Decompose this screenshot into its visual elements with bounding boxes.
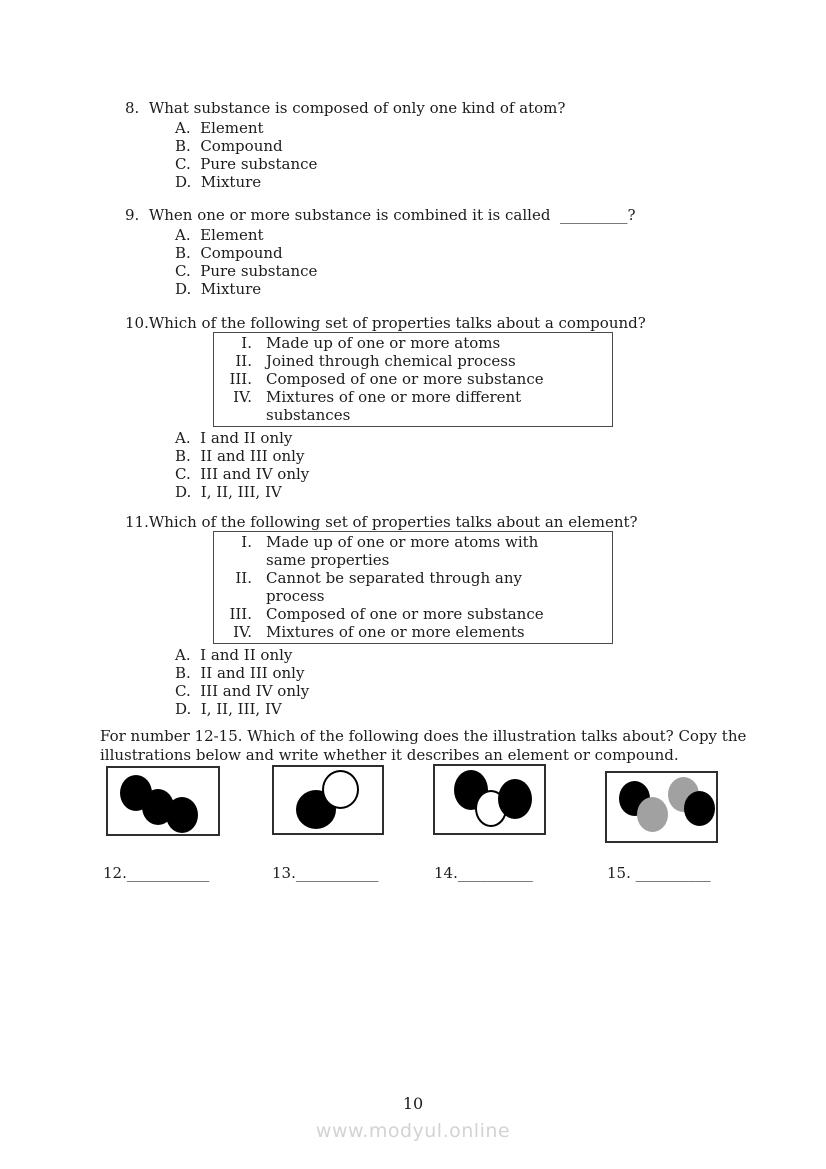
question-10-option-d: D. I, II, III, IV: [175, 483, 282, 501]
list-item-text: Joined through chemical process: [266, 352, 516, 370]
question-9-option-c: C. Pure substance: [175, 262, 318, 280]
list-item: [218, 623, 608, 641]
answer-blanks-row: [0, 864, 826, 884]
list-item: [218, 334, 608, 352]
list-item: [218, 569, 608, 605]
question-8-option-d: D. Mixture: [175, 173, 262, 191]
answer-blank-13: 13.___________: [272, 864, 379, 882]
question-10-text: 10.Which of the following set of properties talks about a compound?: [125, 314, 646, 332]
list-item-numeral: III.: [229, 370, 252, 388]
question-10-properties-box: [213, 332, 613, 427]
question-10-option-c: C. III and IV only: [175, 465, 310, 483]
question-10-option-b: B. II and III only: [175, 447, 305, 465]
list-item-text: Made up of one or more atoms with same properties: [266, 533, 539, 569]
list-item: [218, 605, 608, 623]
question-8-option-a: A. Element: [175, 119, 264, 137]
answer-blank-14: 14.__________: [434, 864, 533, 882]
question-8-option-b: B. Compound: [175, 137, 283, 155]
gray-atom-circle: [637, 797, 668, 832]
illustration-instruction: For number 12-15. Which of the following does the illustration talks about? Copy the illustrations below and write whether it describes an element or compound.: [100, 727, 752, 764]
question-11-option-d: D. I, II, III, IV: [175, 700, 282, 718]
list-item: [218, 388, 608, 424]
page-number: 10: [402, 1094, 424, 1113]
question-11-option-c: C. III and IV only: [175, 682, 310, 700]
white-atom-circle: [322, 770, 359, 809]
question-9: [0, 207, 826, 298]
black-atom-circle: [498, 779, 532, 819]
question-9-option-b: B. Compound: [175, 244, 283, 262]
list-item-numeral: I.: [241, 533, 252, 551]
list-item-numeral: II.: [235, 569, 252, 587]
list-item-text: Composed of one or more substance: [266, 605, 544, 623]
question-10-options: [0, 429, 826, 501]
list-item: [218, 370, 608, 388]
question-11-option-b: B. II and III only: [175, 664, 305, 682]
question-8-options: [0, 119, 826, 191]
list-item-numeral: IV.: [233, 623, 252, 641]
question-11-option-a: A. I and II only: [175, 646, 293, 664]
watermark-text: www.modyul.online: [315, 1120, 511, 1142]
list-item-text: Cannot be separated through any process: [266, 569, 522, 605]
question-9-options: [0, 226, 826, 298]
figure-12: [106, 766, 220, 836]
answer-blank-15: 15. __________: [607, 864, 711, 882]
question-11-options: [0, 646, 826, 718]
question-8: [0, 100, 826, 191]
list-item-numeral: II.: [235, 352, 252, 370]
question-11-properties-box: [213, 531, 613, 644]
list-item: [218, 352, 608, 370]
list-item-text: Mixtures of one or more elements: [266, 623, 525, 641]
list-item-text: Mixtures of one or more different substances: [266, 388, 522, 424]
list-item-numeral: IV.: [233, 388, 252, 406]
figure-13: [272, 765, 384, 835]
list-item-numeral: I.: [241, 334, 252, 352]
figure-14: [433, 764, 546, 835]
black-atom-circle: [166, 797, 198, 833]
black-atom-circle: [684, 791, 715, 826]
question-9-option-a: A. Element: [175, 226, 264, 244]
list-item-text: Composed of one or more substance: [266, 370, 544, 388]
question-10: [0, 315, 826, 501]
list-item-text: Made up of one or more atoms: [266, 334, 501, 352]
question-8-text: 8. What substance is composed of only one kind of atom?: [125, 99, 566, 117]
question-8-option-c: C. Pure substance: [175, 155, 318, 173]
question-9-option-d: D. Mixture: [175, 280, 262, 298]
question-11-text: 11.Which of the following set of properties talks about an element?: [125, 513, 638, 531]
figure-row: [0, 764, 826, 856]
question-9-text: 9. When one or more substance is combined it is called _________?: [125, 206, 636, 224]
question-10-option-a: A. I and II only: [175, 429, 293, 447]
list-item: [218, 533, 608, 569]
figure-15: [605, 771, 718, 843]
answer-blank-12: 12.___________: [103, 864, 210, 882]
list-item-numeral: III.: [229, 605, 252, 623]
question-11: [0, 514, 826, 718]
